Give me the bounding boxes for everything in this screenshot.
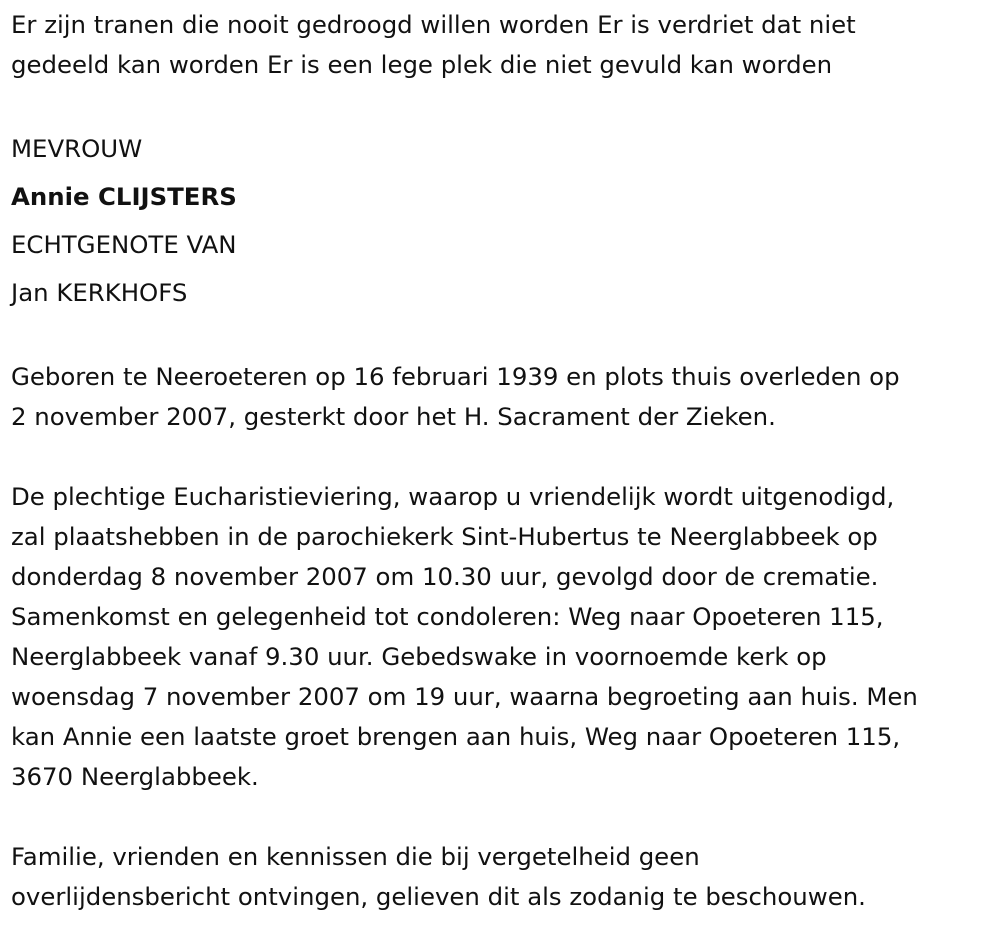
birth-death-paragraph (11, 357, 990, 437)
paragraph-line: 3670 Neerglabbeek. (11, 762, 259, 791)
paragraph-line: Familie, vrienden en kennissen die bij vergetelheid geen (11, 842, 700, 871)
spouse-name: Jan KERKHOFS (11, 278, 188, 307)
poem-line: Er zijn tranen die nooit gedroogd willen worden Er is verdriet dat niet (11, 10, 856, 39)
deceased-title: MEVROUW (11, 134, 143, 163)
paragraph-line: donderdag 8 november 2007 om 10.30 uur, gevolgd door de crematie. (11, 562, 879, 591)
poem-line: gedeeld kan worden Er is een lege plek die niet gevuld kan worden (11, 50, 833, 79)
poem-text (11, 5, 990, 85)
paragraph-line: zal plaatshebben in de parochiekerk Sint-Hubertus te Neerglabbeek op (11, 522, 878, 551)
paragraph-line: Geboren te Neeroeteren op 16 februari 1939 en plots thuis overleden op (11, 362, 900, 391)
deceased-relation: ECHTGENOTE VAN (11, 230, 237, 259)
deceased-name: Annie CLIJSTERS (11, 182, 237, 211)
paragraph-line: 2 november 2007, gesterkt door het H. Sacrament der Zieken. (11, 402, 776, 431)
paragraph-line: Neerglabbeek vanaf 9.30 uur. Gebedswake in voornoemde kerk op (11, 642, 827, 671)
paragraph-line: Samenkomst en gelegenheid tot condoleren: Weg naar Opoeteren 115, (11, 602, 884, 631)
deceased-block (11, 125, 990, 317)
spacer (11, 797, 990, 837)
spacer (11, 437, 990, 477)
paragraph-line: woensdag 7 november 2007 om 19 uur, waarna begroeting aan huis. Men (11, 682, 918, 711)
paragraph-line: De plechtige Eucharistieviering, waarop u vriendelijk wordt uitgenodigd, (11, 482, 895, 511)
paragraph-line: kan Annie een laatste groet brengen aan huis, Weg naar Opoeteren 115, (11, 722, 901, 751)
closing-paragraph (11, 837, 990, 917)
paragraph-line: overlijdensbericht ontvingen, gelieven dit als zodanig te beschouwen. (11, 882, 866, 911)
ceremony-paragraph (11, 477, 990, 797)
spacer (11, 85, 990, 125)
spacer (11, 317, 990, 357)
